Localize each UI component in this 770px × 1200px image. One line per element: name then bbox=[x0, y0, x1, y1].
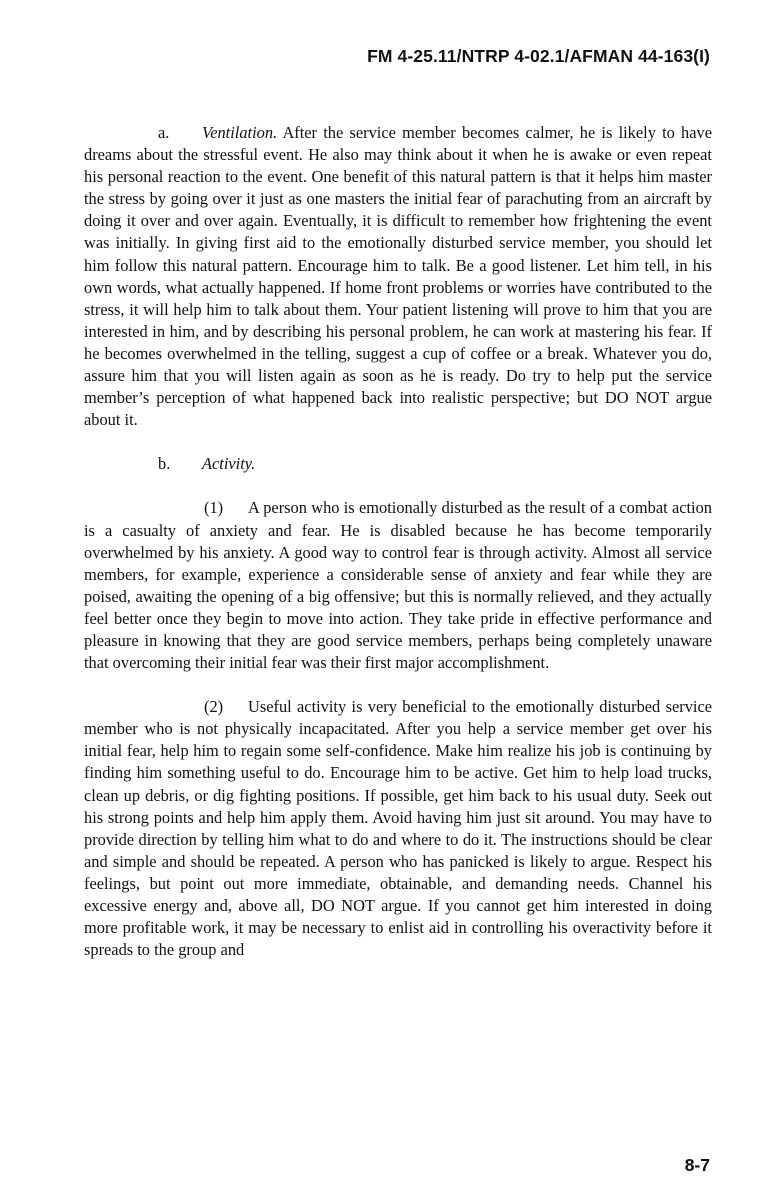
page-number: 8-7 bbox=[684, 1155, 710, 1175]
paragraph-marker: b. bbox=[158, 454, 171, 474]
paragraph-text: After the service member becomes calmer, he is likely to have dreams about the stressful event. He also may think about it when he is awake or even repeat his personal reaction to the event. One benefit of this natural pattern is that it helps him master the stress by going over it just as one masters the initial fear of parachuting from an aircraft by doing it over and over again. Eventually, it is difficult to remember how frightening the event was initially. In giving first aid to the emotionally disturbed service member, you should let him follow this natural pattern. Encourage him to talk. Be a good listener. Let him tell, in his own words, what actually happened. If home front problems or worries have contributed to the stress, it will help him to talk about them. Your patient listening will prove to him that you are interested in him, and by describing his personal problem, he can work at mastering his fear. If he becomes overwhelmed in the telling, suggest a cup of coffee or a break. Whatever you do, assure him that you will listen again as soon as he is ready. Do try to help put the service member’s perception of what happened back into realistic perspective; but DO NOT argue about it. bbox=[84, 123, 712, 430]
paragraph-marker: a. bbox=[158, 123, 170, 142]
paragraph-title: Activity. bbox=[202, 454, 256, 474]
subparagraph-text: Useful activity is very beneficial to the emotionally disturbed service member who is not physically incapacitated. After you help a service member get over his initial fear, help him to regain some self-confidence. Make him realize his job is continuing by finding him something useful to do. Encourage him to be active. Get him to help load trucks, clean up debris, or dig fighting positions. If possible, get him back to his usual duty. Seek out his strong points and help him apply them. Avoid having him just sit around. You may have to provide direction by telling him what to do and where to do it. The instructions should be clear and simple and should be repeated. A person who has panicked is likely to argue. Respect his feelings, but point out more immediate, obtainable, and demanding needs. Channel his excessive energy and, above all, DO NOT argue. If you cannot get him interested in doing more profitable work, it may be necessary to enlist aid in controlling his overactivity before it spreads to the group and bbox=[84, 697, 712, 960]
subparagraph-marker: (2) bbox=[204, 697, 224, 717]
paragraph-b-heading bbox=[158, 453, 712, 475]
subparagraph-b2 bbox=[84, 696, 712, 961]
paragraph-a-ventilation bbox=[84, 122, 712, 431]
subparagraph-text: A person who is emotionally disturbed as the result of a combat action is a casualty of anxiety and fear. He is disabled because he has become temporarily overwhelmed by his anxiety. A good way to control fear is through activity. Almost all service members, for example, experience a considerable sense of anxiety and fear while they are poised, awaiting the opening of a big offensive; but this is normally relieved, and they actually feel better once they begin to move into action. They take pride in effective performance and pleasure in knowing that they are good service members, perhaps being completely unaware that overcoming their initial fear was their first major accomplishment. bbox=[84, 498, 712, 673]
document-id-header: FM 4-25.11/NTRP 4-02.1/AFMAN 44-163(I) bbox=[367, 46, 710, 66]
subparagraph-marker: (1) bbox=[204, 498, 224, 518]
paragraph-title: Ventilation. bbox=[202, 123, 278, 142]
subparagraph-b1 bbox=[84, 497, 712, 674]
body-text bbox=[84, 122, 712, 983]
